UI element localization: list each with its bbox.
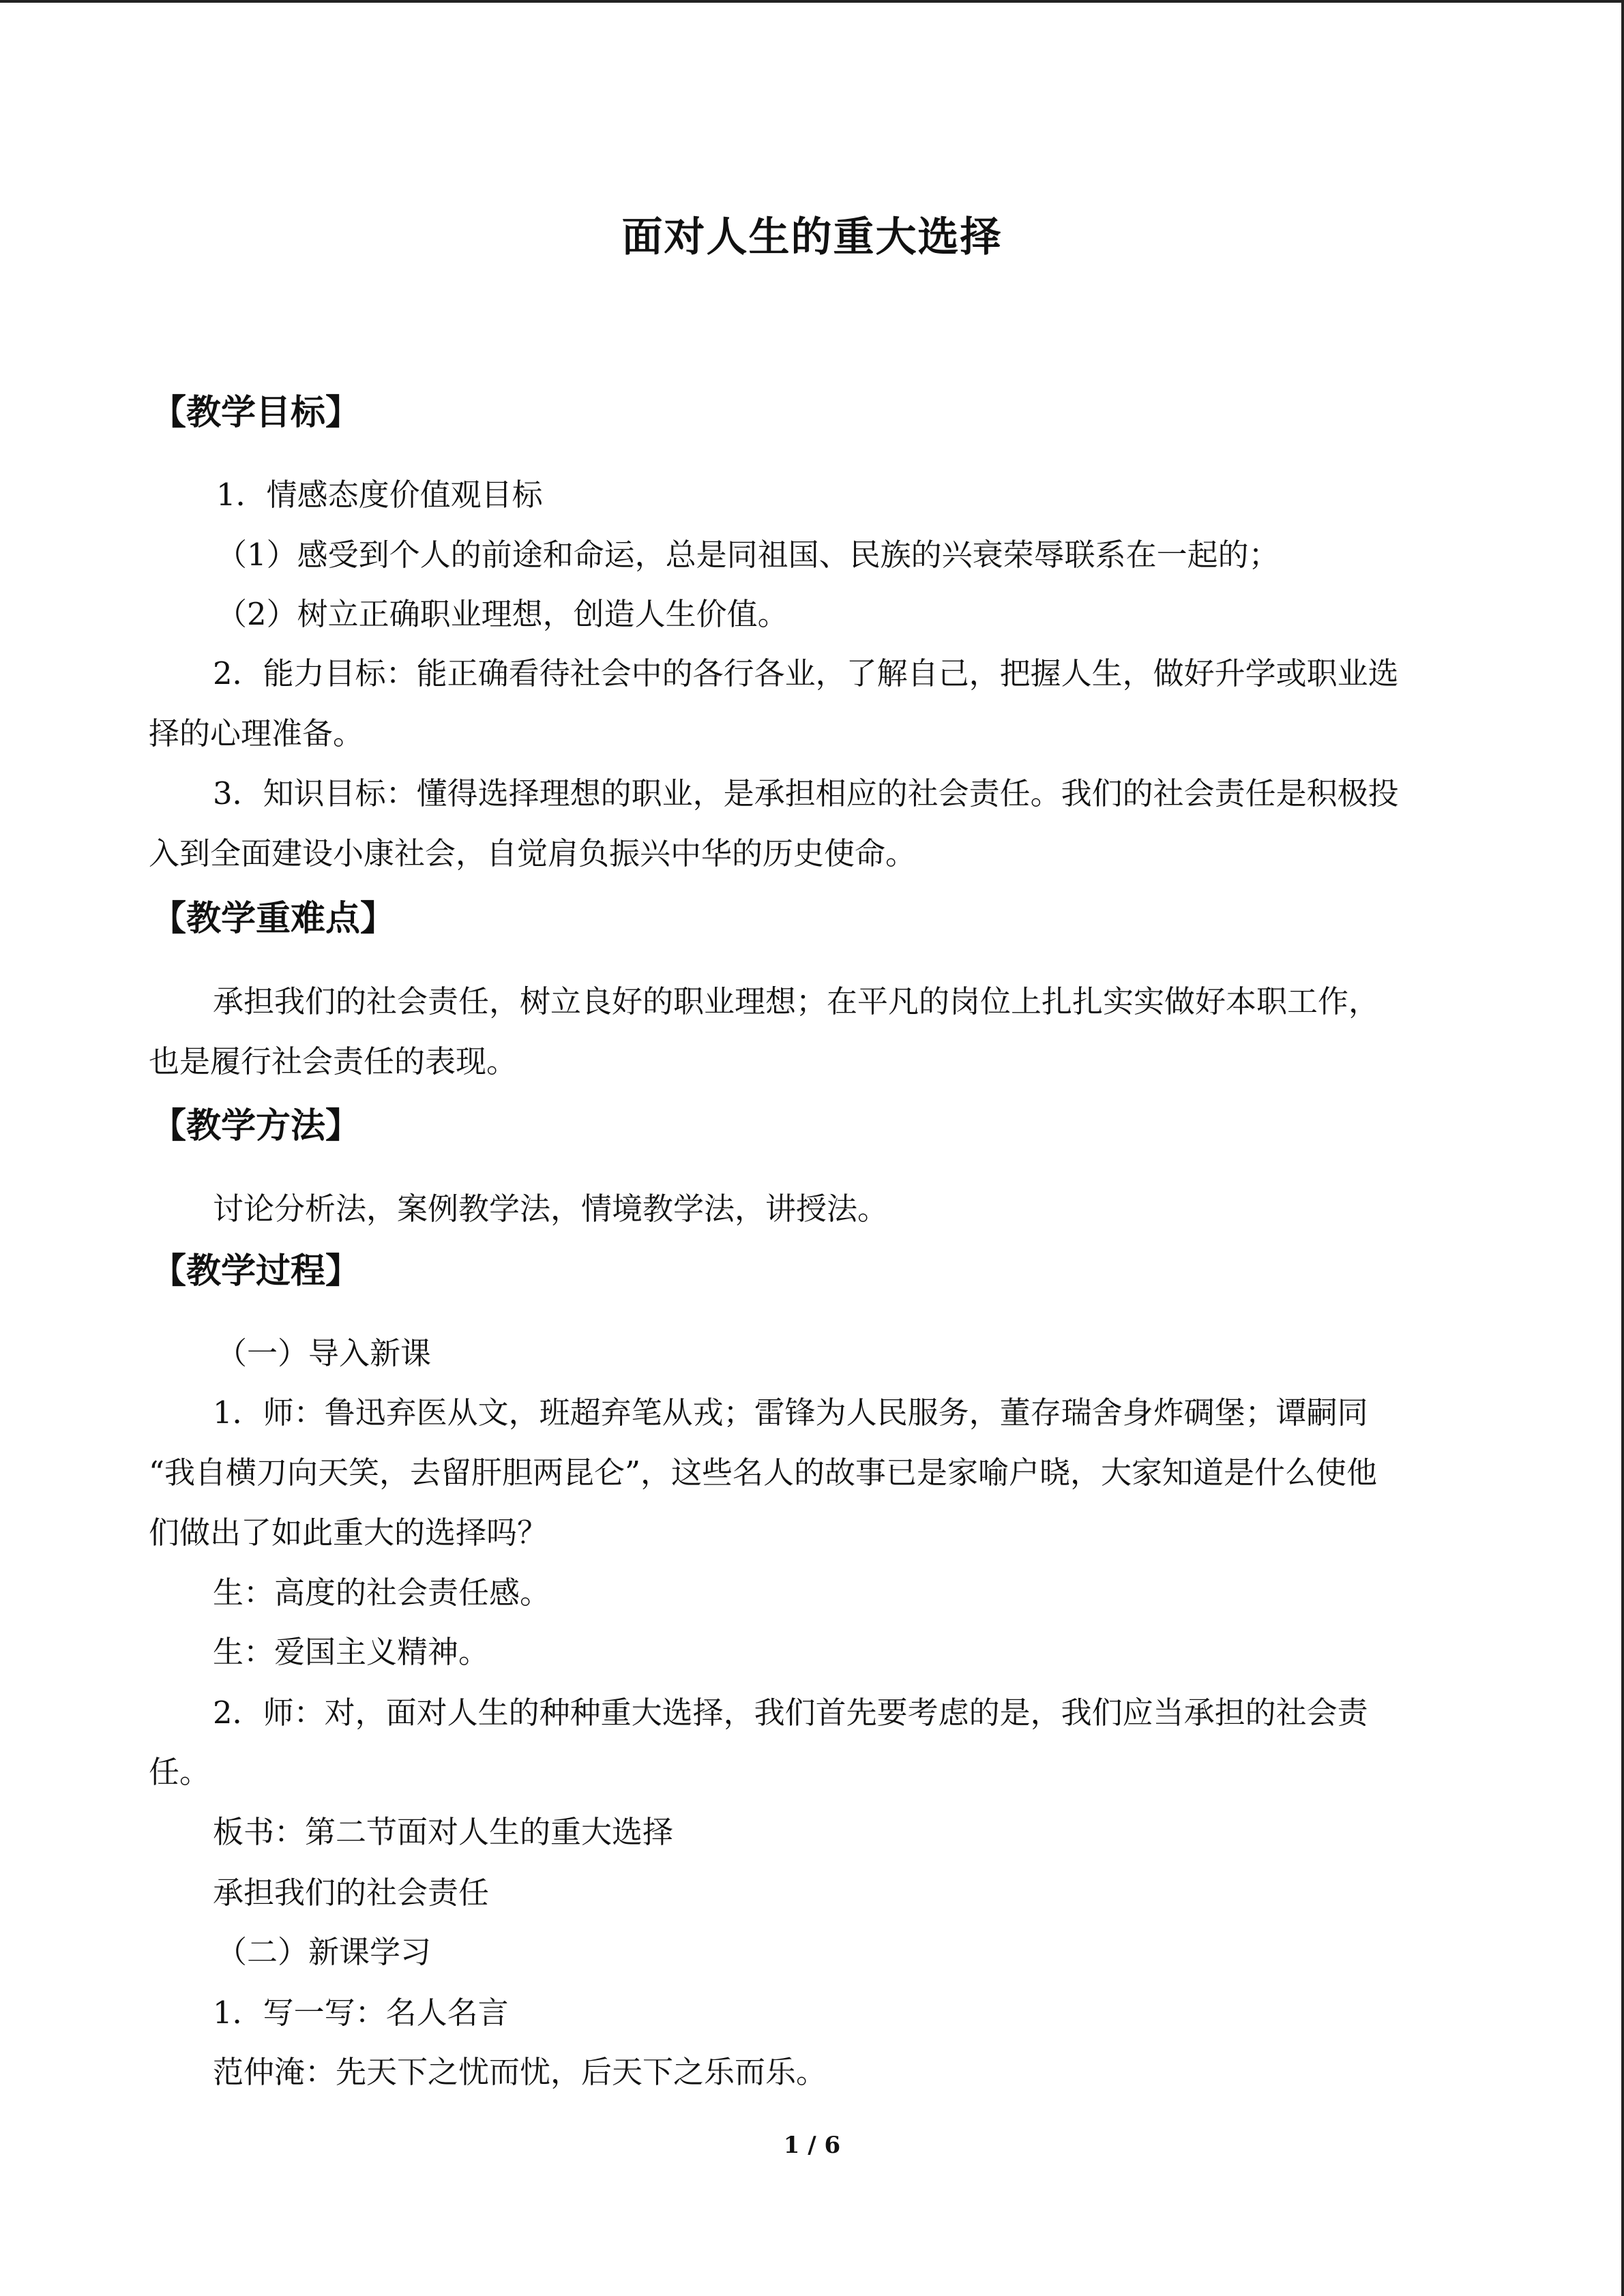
process-line-12: 1．写一写：名人名言 bbox=[213, 1995, 509, 2031]
process-line-6: 生：爱国主义精神。 bbox=[213, 1634, 490, 1670]
process-line-13: 范仲淹：先天下之忧而忧，后天下之乐而乐。 bbox=[213, 2054, 827, 2090]
heading-goals: 【教学目标】 bbox=[151, 393, 361, 433]
document-title: 面对人生的重大选择 bbox=[621, 213, 1003, 261]
goals-line-2: （1）感受到个人的前途和命运，总是同祖国、民族的兴衰荣辱联系在一起的； bbox=[216, 537, 1280, 573]
keypoints-line-1: 承担我们的社会责任，树立良好的职业理想；在平凡的岗位上扎扎实实做好本职工作， bbox=[213, 983, 1380, 1019]
process-line-8: 任。 bbox=[149, 1754, 211, 1790]
process-line-4: 们做出了如此重大的选择吗？ bbox=[149, 1515, 548, 1551]
heading-process: 【教学过程】 bbox=[151, 1251, 361, 1292]
page-number: 1 / 6 bbox=[783, 2132, 841, 2159]
goals-line-3: （2）树立正确职业理想，创造人生价值。 bbox=[216, 596, 788, 632]
process-line-5: 生：高度的社会责任感。 bbox=[213, 1575, 551, 1611]
heading-keypoints: 【教学重难点】 bbox=[151, 899, 396, 939]
goals-line-4: 2．能力目标：能正确看待社会中的各行各业，了解自己，把握人生，做好升学或职业选 bbox=[213, 655, 1399, 691]
process-line-7: 2．师：对，面对人生的种种重大选择，我们首先要考虑的是，我们应当承担的社会责 bbox=[213, 1695, 1368, 1731]
process-line-3: “我自横刀向天笑，去留肝胆两昆仑”，这些名人的故事已是家喻户晓，大家知道是什么使他 bbox=[149, 1455, 1378, 1491]
process-line-9: 板书：第二节面对人生的重大选择 bbox=[213, 1814, 674, 1850]
goals-line-1: 1．情感态度价值观目标 bbox=[216, 477, 543, 513]
process-line-10: 承担我们的社会责任 bbox=[213, 1875, 490, 1911]
process-line-1: （一）导入新课 bbox=[216, 1335, 432, 1371]
keypoints-line-2: 也是履行社会责任的表现。 bbox=[149, 1043, 518, 1079]
page-top-border bbox=[0, 0, 1624, 3]
heading-methods: 【教学方法】 bbox=[151, 1106, 361, 1146]
goals-line-6: 3．知识目标：懂得选择理想的职业，是承担相应的社会责任。我们的社会责任是积极投 bbox=[213, 775, 1399, 811]
goals-line-5: 择的心理准备。 bbox=[149, 715, 364, 751]
goals-line-7: 入到全面建设小康社会，自觉肩负振兴中华的历史使命。 bbox=[149, 835, 917, 871]
page-right-border bbox=[1621, 0, 1624, 2296]
methods-line-1: 讨论分析法，案例教学法，情境教学法，讲授法。 bbox=[213, 1191, 889, 1227]
process-line-11: （二）新课学习 bbox=[216, 1934, 432, 1970]
process-line-2: 1．师：鲁迅弃医从文，班超弃笔从戎；雷锋为人民服务，董存瑞舍身炸碉堡；谭嗣同 bbox=[213, 1395, 1368, 1431]
